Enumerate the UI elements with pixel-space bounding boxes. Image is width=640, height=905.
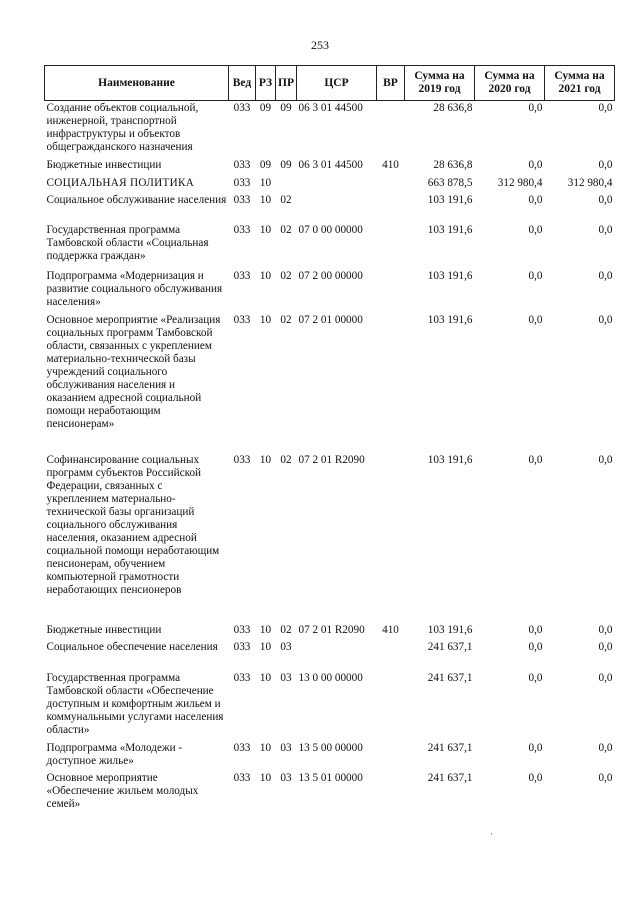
cell-csr: 07 2 01 R2090: [298, 623, 365, 636]
cell-vr: [377, 176, 405, 193]
cell-csr: 13 5 00 00000: [298, 741, 363, 754]
cell-vr: [377, 269, 405, 313]
cell-sum-2019: 28 636,8: [433, 158, 473, 171]
budget-table: [44, 65, 615, 815]
cell-pr: 02: [280, 313, 292, 326]
cell-pr: 02: [280, 193, 292, 206]
cell-csr: [297, 640, 377, 671]
table-row: [45, 193, 615, 223]
scan-dot: ·: [490, 829, 493, 839]
cell-rz: 10: [259, 640, 272, 653]
cell-rz: 10: [259, 269, 272, 282]
cell-ved: 033: [233, 313, 251, 326]
cell-name: Создание объектов социальной, инженерной, транспортной инфраструктуры и объектов общегражданского назначения: [46, 102, 199, 153]
cell-sum-2020: 0,0: [528, 158, 543, 171]
cell-sum-2021: 0,0: [598, 102, 613, 114]
cell-pr: 03: [280, 771, 292, 784]
cell-ved: 033: [233, 193, 251, 206]
cell-sum-2021: 0,0: [598, 671, 613, 684]
cell-sum-2021: 0,0: [598, 223, 613, 236]
cell-name: Софинансирование социальных программ субъектов Российской Федерации, связанных с укреплением материально-технической базы организаций социального обслуживания населения, оказанием адресной социальной помощи неработающим пенсионерам, обучением компьютерной грамотности неработающих пенсионеров: [46, 453, 220, 596]
cell-name: Социальное обслуживание населения: [46, 193, 227, 206]
cell-csr: 07 2 01 R2090: [298, 453, 365, 466]
cell-sum-2019: 103 191,6: [427, 623, 473, 636]
cell-pr: 03: [280, 671, 292, 684]
cell-sum-2020: 0,0: [528, 102, 543, 114]
cell-name: Подпрограмма «Модернизация и развитие социального обслуживания населения»: [46, 269, 223, 308]
cell-sum-2021: 0,0: [598, 623, 613, 636]
cell-pr: 03: [280, 741, 292, 754]
cell-sum-2020: 0,0: [528, 623, 543, 636]
cell-sum-2019: 241 637,1: [427, 741, 473, 754]
cell-pr: [276, 176, 297, 193]
table-row: [45, 640, 615, 671]
cell-ved: 033: [233, 102, 251, 114]
cell-sum-2021: 0,0: [598, 771, 613, 784]
header-name: Наименование: [45, 66, 229, 101]
cell-ved: 033: [233, 269, 251, 282]
cell-name: Государственная программа Тамбовской области «Социальная поддержка граждан»: [46, 223, 209, 262]
cell-sum-2020: 0,0: [528, 313, 543, 326]
cell-vr: [377, 193, 405, 223]
table-body: [45, 101, 615, 815]
cell-sum-2020: 312 980,4: [497, 176, 543, 189]
cell-rz: 10: [259, 193, 272, 206]
cell-sum-2020: 0,0: [528, 671, 543, 684]
cell-vr: [377, 223, 405, 269]
cell-pr: 02: [280, 453, 292, 466]
table-row: [45, 771, 615, 815]
cell-ved: 033: [233, 453, 251, 466]
cell-sum-2021: 0,0: [598, 313, 613, 326]
cell-pr: 02: [280, 623, 292, 636]
table-row: [45, 741, 615, 771]
table-row: [45, 223, 615, 269]
table-row: [45, 269, 615, 313]
cell-sum-2019: 241 637,1: [427, 671, 473, 684]
cell-csr: [297, 176, 377, 193]
cell-rz: 10: [259, 623, 272, 636]
cell-pr: 02: [280, 269, 292, 282]
cell-vr: [377, 101, 405, 158]
cell-ved: 033: [233, 640, 251, 653]
cell-sum-2019: 241 637,1: [427, 771, 473, 784]
header-sum-2020: Сумма на 2020 год: [475, 66, 545, 101]
cell-sum-2021: 0,0: [598, 269, 613, 282]
cell-sum-2019: 103 191,6: [427, 313, 473, 326]
cell-name: Подпрограмма «Молодежи - доступное жилье»: [46, 741, 183, 767]
cell-sum-2019: 241 637,1: [427, 640, 473, 653]
cell-pr: 02: [280, 223, 292, 236]
header-ved: Вед: [229, 66, 256, 101]
cell-ved: 033: [233, 771, 251, 784]
cell-rz: 10: [259, 453, 272, 466]
cell-ved: 033: [233, 176, 251, 189]
header-sum-2019: Сумма на 2019 год: [405, 66, 475, 101]
cell-sum-2019: 103 191,6: [427, 453, 473, 466]
cell-sum-2019: 28 636,8: [433, 102, 473, 114]
cell-vr: 410: [382, 158, 399, 171]
cell-rz: 10: [259, 671, 272, 684]
cell-rz: 09: [259, 158, 272, 171]
cell-sum-2021: 0,0: [598, 640, 613, 653]
cell-csr: 06 3 01 44500: [298, 102, 363, 114]
cell-ved: 033: [233, 223, 251, 236]
cell-vr: [377, 671, 405, 741]
table-row: [45, 176, 615, 193]
cell-rz: 10: [259, 176, 272, 189]
table-row: [45, 671, 615, 741]
cell-vr: [377, 640, 405, 671]
cell-sum-2020: 0,0: [528, 771, 543, 784]
cell-pr: 03: [280, 640, 292, 653]
cell-name: Основное мероприятие «Обеспечение жильем молодых семей»: [46, 771, 199, 810]
cell-vr: 410: [382, 623, 399, 636]
cell-name: Бюджетные инвестиции: [46, 623, 162, 636]
header-rz: РЗ: [256, 66, 276, 101]
cell-ved: 033: [233, 623, 251, 636]
cell-csr: 13 5 01 00000: [298, 771, 363, 784]
cell-sum-2021: 0,0: [598, 741, 613, 754]
cell-rz: 10: [259, 223, 272, 236]
cell-vr: [377, 741, 405, 771]
cell-name: Бюджетные инвестиции: [46, 158, 162, 171]
cell-ved: 033: [233, 741, 251, 754]
cell-csr: [297, 193, 377, 223]
table-row: [45, 313, 615, 453]
cell-sum-2020: 0,0: [528, 193, 543, 206]
cell-vr: [377, 771, 405, 815]
cell-pr: 09: [280, 158, 292, 171]
cell-rz: 10: [259, 313, 272, 326]
header-vr: ВР: [377, 66, 405, 101]
cell-sum-2019: 103 191,6: [427, 269, 473, 282]
header-row: [45, 66, 615, 101]
cell-rz: 10: [259, 741, 272, 754]
table-row: [45, 453, 615, 623]
cell-pr: 09: [280, 102, 292, 114]
cell-sum-2020: 0,0: [528, 640, 543, 653]
header-pr: ПР: [276, 66, 297, 101]
cell-name: Государственная программа Тамбовской области «Обеспечение доступным и комфортным жильем и коммунальными услугами населения области»: [46, 671, 224, 736]
cell-vr: [377, 453, 405, 623]
table-row: [45, 623, 615, 640]
table-row: [45, 158, 615, 176]
cell-sum-2021: 0,0: [598, 193, 613, 206]
cell-name: Социальное обеспечение населения: [46, 640, 218, 653]
cell-sum-2020: 0,0: [528, 741, 543, 754]
cell-sum-2019: 103 191,6: [427, 193, 473, 206]
cell-sum-2019: 663 878,5: [427, 176, 473, 189]
cell-sum-2021: 312 980,4: [567, 176, 613, 189]
cell-csr: 07 2 00 00000: [298, 269, 363, 282]
cell-ved: 033: [233, 671, 251, 684]
cell-csr: 07 0 00 00000: [298, 223, 363, 236]
cell-sum-2020: 0,0: [528, 269, 543, 282]
cell-sum-2021: 0,0: [598, 453, 613, 466]
cell-csr: 06 3 01 44500: [298, 158, 363, 171]
header-sum-2021: Сумма на 2021 год: [545, 66, 615, 101]
cell-sum-2021: 0,0: [598, 158, 613, 171]
header-csr: ЦСР: [297, 66, 377, 101]
cell-rz: 09: [259, 102, 272, 114]
table-row: [45, 101, 615, 158]
cell-csr: 07 2 01 00000: [298, 313, 363, 326]
cell-sum-2020: 0,0: [528, 223, 543, 236]
cell-csr: 13 0 00 00000: [298, 671, 363, 684]
page-number: 253: [311, 38, 329, 52]
cell-name: СОЦИАЛЬНАЯ ПОЛИТИКА: [46, 176, 195, 189]
cell-name: Основное мероприятие «Реализация социальных программ Тамбовской области, связанных с укреплением материально-технической базы учреждений социального обслуживания населения и оказанием адресной социальной помощи неработающим пенсионерам»: [46, 313, 221, 430]
cell-rz: 10: [259, 771, 272, 784]
cell-sum-2019: 103 191,6: [427, 223, 473, 236]
cell-vr: [377, 313, 405, 453]
cell-ved: 033: [233, 158, 251, 171]
cell-sum-2020: 0,0: [528, 453, 543, 466]
